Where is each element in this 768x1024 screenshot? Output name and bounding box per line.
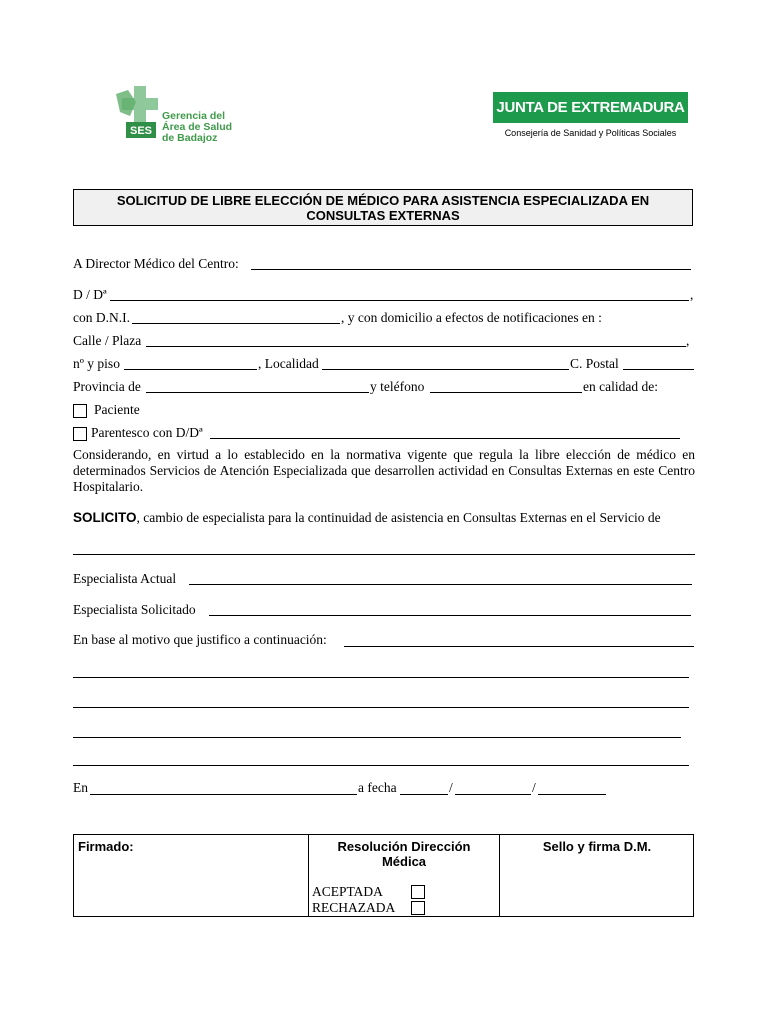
cpostal-label: C. Postal	[570, 356, 619, 371]
motivo-line-2[interactable]	[73, 707, 689, 708]
aceptada-label: ACEPTADA	[312, 884, 383, 899]
dia-field[interactable]	[400, 794, 448, 795]
dona-label: D / Dª	[73, 287, 107, 302]
dni-label: con D.N.I.	[73, 310, 130, 325]
solicito-bold: SOLICITO	[73, 510, 137, 525]
cpostal-field[interactable]	[623, 369, 694, 370]
mes-field[interactable]	[455, 794, 531, 795]
junta-logo: JUNTA DE EXTREMADURA	[493, 92, 688, 123]
paciente-checkbox[interactable]	[73, 404, 87, 418]
provincia-label: Provincia de	[73, 379, 141, 394]
rechazada-label: RECHAZADA	[312, 900, 396, 915]
especialista-solicitado-field[interactable]	[209, 615, 691, 616]
localidad-label: , Localidad	[258, 356, 319, 371]
piso-field[interactable]	[124, 369, 257, 370]
director-field[interactable]	[251, 269, 691, 270]
solicito-paragraph	[73, 510, 695, 526]
parentesco-label: Parentesco con D/Dª	[91, 425, 203, 440]
signature-table	[73, 834, 694, 917]
fecha-slash-2: /	[532, 780, 536, 795]
lugar-field[interactable]	[90, 794, 357, 795]
domicilio-text: , y con domicilio a efectos de notificaciones en :	[341, 310, 602, 325]
calle-field[interactable]	[146, 346, 686, 347]
considerando-paragraph: Considerando, en virtud a lo establecido en la normativa vigente que regula la libre elección de médico en determinados Servicios de Atención Especializada que desarrollen actividad en Consultas Externas en este Centro Hospitalario.	[73, 447, 695, 494]
solicito-text: , cambio de especialista para la continuidad de asistencia en Consultas Externas en el Servicio de	[136, 510, 661, 525]
dni-field[interactable]	[132, 323, 340, 324]
ses-logo-text: Gerencia del Área de Salud de Badajoz	[162, 110, 233, 144]
provincia-field[interactable]	[146, 392, 369, 393]
piso-label: nº y piso	[73, 356, 120, 371]
form-title-line1: SOLICITUD DE LIBRE ELECCIÓN DE MÉDICO PARA ASISTENCIA ESPECIALIZADA EN	[116, 193, 650, 208]
form-title	[73, 189, 693, 226]
fecha-label: a fecha	[358, 780, 397, 795]
name-field[interactable]	[110, 300, 689, 301]
servicio-field[interactable]	[73, 554, 695, 555]
motivo-line-4[interactable]	[73, 765, 689, 766]
comma: ,	[686, 333, 690, 348]
calidad-label: en calidad de:	[583, 379, 658, 394]
parentesco-checkbox[interactable]	[73, 427, 87, 441]
comma: ,	[690, 287, 694, 302]
paciente-label: Paciente	[94, 402, 140, 417]
aceptada-checkbox[interactable]	[411, 885, 425, 899]
director-label: A Director Médico del Centro:	[73, 256, 239, 271]
telefono-label: y teléfono	[370, 379, 425, 394]
telefono-field[interactable]	[430, 392, 582, 393]
form-title-line2: CONSULTAS EXTERNAS	[306, 208, 460, 223]
resolucion-header: Resolución Dirección Médica	[337, 839, 471, 869]
motivo-line-1[interactable]	[73, 677, 689, 678]
motivo-field[interactable]	[344, 646, 694, 647]
especialista-actual-label: Especialista Actual	[73, 571, 177, 586]
especialista-actual-field[interactable]	[189, 584, 692, 585]
anio-field[interactable]	[538, 794, 606, 795]
fecha-slash-1: /	[449, 780, 453, 795]
firmado-label: Firmado:	[78, 839, 134, 854]
especialista-solicitado-label: Especialista Solicitado	[73, 602, 196, 617]
calle-label: Calle / Plaza	[73, 333, 142, 348]
parentesco-field[interactable]	[210, 438, 680, 439]
en-label: En	[73, 780, 88, 795]
junta-subtitle: Consejería de Sanidad y Políticas Sociales	[504, 128, 677, 138]
sello-label: Sello y firma D.M.	[542, 839, 652, 854]
ses-badge: SES	[129, 125, 153, 137]
localidad-field[interactable]	[322, 369, 569, 370]
motivo-label: En base al motivo que justifico a continuación:	[73, 632, 327, 647]
rechazada-checkbox[interactable]	[411, 901, 425, 915]
motivo-line-3[interactable]	[73, 737, 681, 738]
